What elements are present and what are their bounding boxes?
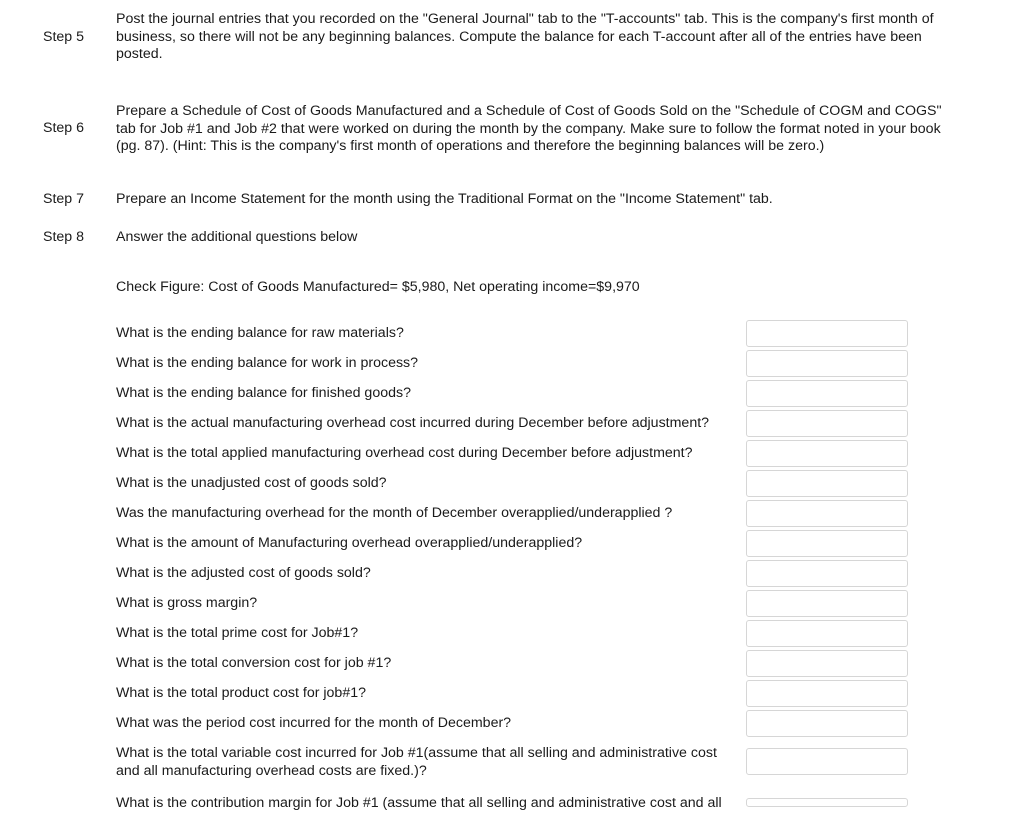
answer-input[interactable]	[746, 798, 908, 807]
question-label: What is the contribution margin for Job #1 (assume that all selling and administrative cost and all	[116, 795, 722, 811]
question-label: What is the total prime cost for Job#1?	[116, 625, 359, 641]
step-8-text: Answer the additional questions below	[116, 229, 358, 245]
answer-input[interactable]	[746, 350, 908, 377]
answer-input[interactable]	[746, 500, 908, 527]
question-label: What is the total applied manufacturing overhead cost during December before adjustment?	[116, 445, 693, 461]
question-label: What is the ending balance for finished goods?	[116, 385, 411, 401]
question-label: What is the amount of Manufacturing overhead overapplied/underapplied?	[116, 535, 583, 551]
question-label: What is the ending balance for work in process?	[116, 355, 419, 371]
answer-input[interactable]	[746, 410, 908, 437]
step-5-text: Post the journal entries that you recorded on the "General Journal" tab to the "T-accounts" tab. This is the company's first month of business, so there will not be any beginning balances. Compute the balance for each T-account after all of the entries have been posted.	[116, 11, 934, 62]
answer-input[interactable]	[746, 710, 908, 737]
answer-input[interactable]	[746, 650, 908, 677]
answer-input[interactable]	[746, 748, 908, 775]
question-label: What is the total product cost for job#1?	[116, 685, 366, 701]
check-figure: Check Figure: Cost of Goods Manufactured= $5,980, Net operating income=$9,970	[116, 279, 640, 295]
answer-input[interactable]	[746, 560, 908, 587]
question-label: What is gross margin?	[116, 595, 258, 611]
step-8-label: Step 8	[43, 229, 85, 245]
question-label: What was the period cost incurred for the month of December?	[116, 715, 512, 731]
question-label: What is the actual manufacturing overhead cost incurred during December before adjustment?	[116, 415, 710, 431]
question-label: What is the ending balance for raw materials?	[116, 325, 404, 341]
answer-input[interactable]	[746, 320, 908, 347]
question-label: What is the adjusted cost of goods sold?	[116, 565, 371, 581]
step-7-label: Step 7	[43, 191, 85, 207]
answer-input[interactable]	[746, 590, 908, 617]
answer-input[interactable]	[746, 470, 908, 497]
step-7-text: Prepare an Income Statement for the month using the Traditional Format on the "Income Statement" tab.	[116, 191, 773, 207]
answer-input[interactable]	[746, 380, 908, 407]
question-label: Was the manufacturing overhead for the month of December overapplied/underapplied ?	[116, 505, 673, 521]
step-6-text: Prepare a Schedule of Cost of Goods Manufactured and a Schedule of Cost of Goods Sold on the "Schedule of COGM and COGS" tab for Job #1 and Job #2 that were worked on during the month by the company. Make sure to follow the format noted in your book (pg. 87). (Hint: This is the company's first month of operations and therefore the beginning balances will be zero.)	[116, 103, 942, 154]
answer-input[interactable]	[746, 530, 908, 557]
answer-input[interactable]	[746, 620, 908, 647]
step-5-label: Step 5	[43, 29, 85, 45]
question-label: What is the total conversion cost for job #1?	[116, 655, 392, 671]
question-label: What is the unadjusted cost of goods sold?	[116, 475, 387, 491]
answer-input[interactable]	[746, 440, 908, 467]
question-label: What is the total variable cost incurred for Job #1(assume that all selling and administrative cost and all manufacturing overhead costs are fixed.)?	[116, 745, 717, 779]
answer-input[interactable]	[746, 680, 908, 707]
step-6-label: Step 6	[43, 120, 85, 136]
